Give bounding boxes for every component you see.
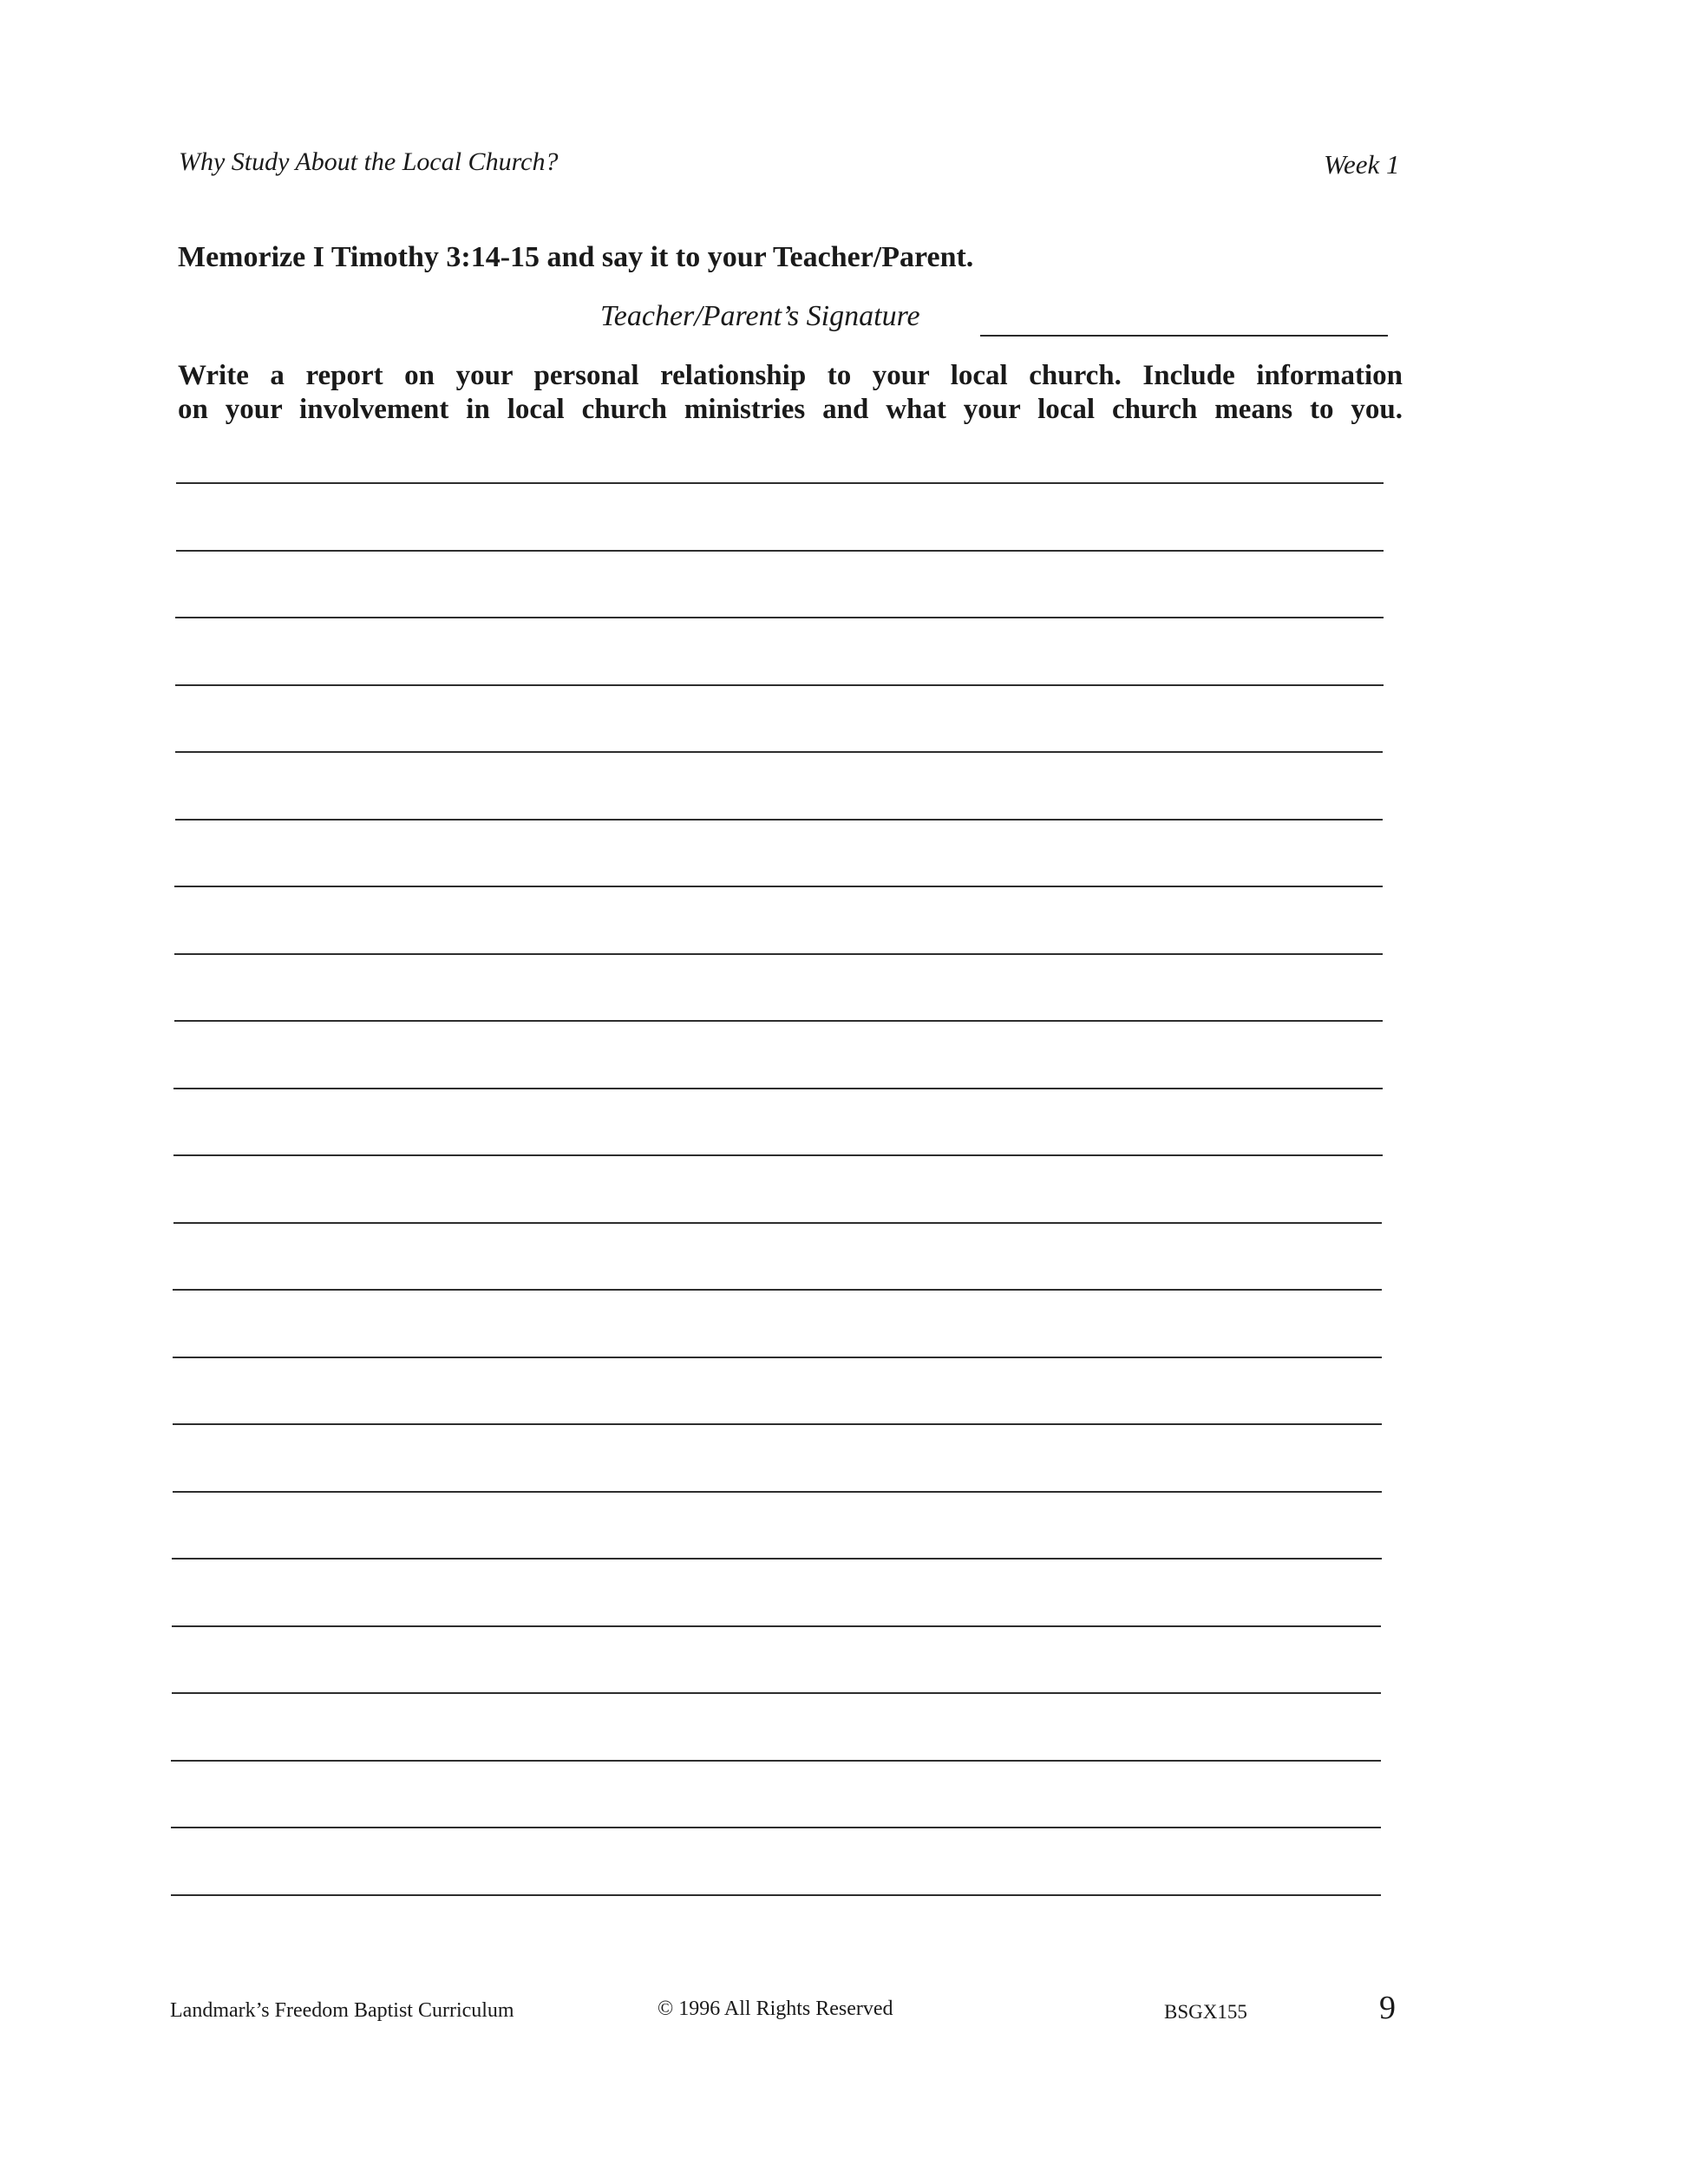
writing-line[interactable] [174, 886, 1383, 887]
writing-line[interactable] [175, 684, 1384, 686]
footer-code: BSGX155 [1164, 2001, 1247, 2023]
signature-label: Teacher/Parent’s Signature [600, 300, 920, 332]
writing-line[interactable] [175, 819, 1384, 821]
memorize-instruction: Memorize I Timothy 3:14-15 and say it to your Teacher/Parent. [178, 241, 974, 273]
writing-line[interactable] [171, 1760, 1381, 1762]
writing-line[interactable] [174, 953, 1383, 955]
writing-line[interactable] [175, 617, 1383, 618]
running-header-title: Why Study About the Local Church? [179, 147, 559, 176]
writing-line[interactable] [173, 1289, 1382, 1291]
writing-line[interactable] [176, 550, 1384, 552]
writing-line[interactable] [173, 1154, 1383, 1156]
writing-line[interactable] [173, 1222, 1383, 1224]
writing-line[interactable] [176, 482, 1384, 484]
writing-line[interactable] [172, 1558, 1381, 1560]
writing-line[interactable] [172, 1625, 1382, 1627]
writing-line[interactable] [174, 1020, 1383, 1022]
footer-curriculum: Landmark’s Freedom Baptist Curriculum [170, 1999, 514, 2022]
page-number: 9 [1379, 1990, 1396, 2026]
report-instruction-line-2: on your involvement in local church ministries and what your local church means to you. [178, 394, 1403, 425]
writing-line[interactable] [171, 1894, 1381, 1896]
writing-line[interactable] [173, 1423, 1382, 1425]
writing-line[interactable] [173, 1357, 1382, 1358]
writing-line[interactable] [175, 751, 1384, 753]
writing-line[interactable] [173, 1088, 1382, 1089]
footer-copyright: © 1996 All Rights Reserved [658, 1998, 893, 2020]
writing-line[interactable] [172, 1692, 1382, 1694]
report-instruction-line-1: Write a report on your personal relationship to your local church. Include information [178, 360, 1403, 391]
writing-line[interactable] [173, 1491, 1382, 1493]
writing-line[interactable] [171, 1827, 1381, 1828]
running-header-week: Week 1 [1324, 149, 1400, 180]
